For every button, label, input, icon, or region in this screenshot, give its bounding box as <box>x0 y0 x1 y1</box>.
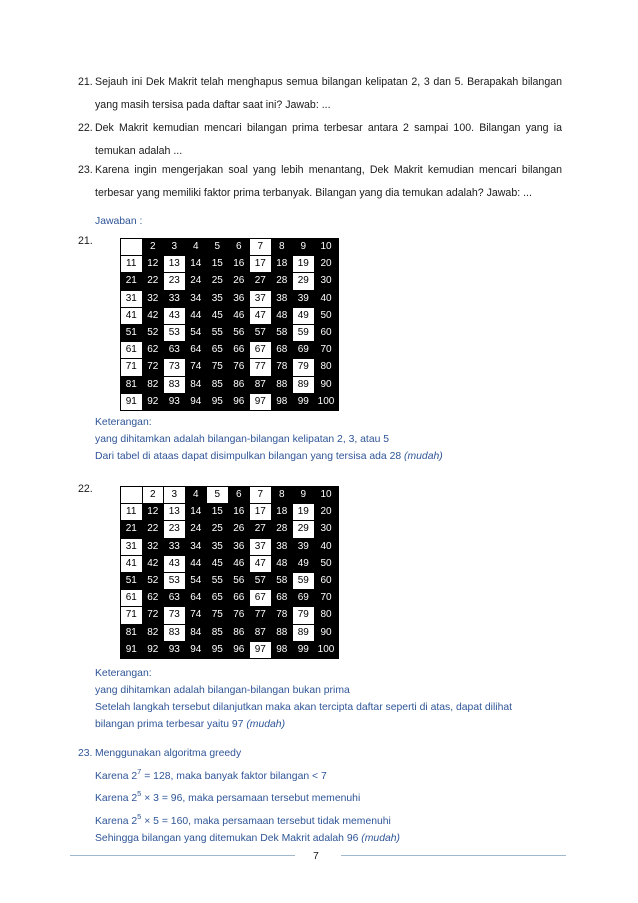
footer-line-left <box>70 855 295 856</box>
grid-cell: 87 <box>250 624 272 641</box>
grid-cell: 99 <box>293 393 315 410</box>
grid-cell: 64 <box>185 342 207 359</box>
grid-cell: 2 <box>142 487 164 504</box>
grid-cell: 65 <box>207 342 229 359</box>
grid-cell: 68 <box>271 342 293 359</box>
grid-cell: 13 <box>164 504 186 521</box>
grid-cell: 100 <box>314 641 338 658</box>
grid-cell: 17 <box>250 256 272 273</box>
grid-cell: 25 <box>207 521 229 538</box>
grid-cell: 85 <box>207 376 229 393</box>
grid-cell: 47 <box>250 555 272 572</box>
footer-line-right <box>341 855 566 856</box>
grid-cell: 23 <box>164 273 186 290</box>
grid-row <box>121 290 339 307</box>
grid-cell: 48 <box>271 307 293 324</box>
grid-cell: 28 <box>271 273 293 290</box>
grid-cell: 58 <box>271 572 293 589</box>
grid-cell: 21 <box>121 521 143 538</box>
grid-cell: 40 <box>314 538 338 555</box>
grid-cell: 23 <box>164 521 186 538</box>
grid-row <box>121 239 339 256</box>
answer-23-line: Karena $2^7 = 128$, maka banyak faktor bilangan < 7 <box>95 766 327 782</box>
grid-cell: 11 <box>121 504 143 521</box>
grid-cell: 100 <box>314 393 338 410</box>
grid-row <box>121 342 339 359</box>
grid-cell: 34 <box>185 538 207 555</box>
grid-cell: 78 <box>271 607 293 624</box>
question-23 <box>78 159 562 204</box>
grid-cell: 69 <box>293 590 315 607</box>
grid-cell: 18 <box>271 256 293 273</box>
grid-cell: 13 <box>164 256 186 273</box>
grid-cell: 67 <box>250 590 272 607</box>
grid-cell: 29 <box>293 273 315 290</box>
grid-cell: 72 <box>142 607 164 624</box>
grid-cell: 5 <box>207 487 229 504</box>
grid-cell: 7 <box>250 239 272 256</box>
grid-cell: 72 <box>142 359 164 376</box>
grid-cell: 44 <box>185 307 207 324</box>
grid-cell: 94 <box>185 393 207 410</box>
grid-cell: 70 <box>314 342 338 359</box>
grid-cell: 66 <box>228 342 250 359</box>
grid-cell: 88 <box>271 624 293 641</box>
grid-cell: 35 <box>207 290 229 307</box>
grid-cell: 96 <box>228 393 250 410</box>
grid-cell: 27 <box>250 521 272 538</box>
grid-cell: 33 <box>164 290 186 307</box>
grid-cell: 88 <box>271 376 293 393</box>
grid-cell: 65 <box>207 590 229 607</box>
grid-cell: 55 <box>207 324 229 341</box>
grid-cell: 20 <box>314 504 338 521</box>
grid-cell: 95 <box>207 641 229 658</box>
grid-row <box>121 359 339 376</box>
grid-cell: 61 <box>121 590 143 607</box>
grid-cell: 79 <box>293 359 315 376</box>
grid-row <box>121 641 339 658</box>
grid-cell: 51 <box>121 324 143 341</box>
grid-cell: 83 <box>164 376 186 393</box>
grid-cell: 38 <box>271 538 293 555</box>
grid-cell: 22 <box>142 273 164 290</box>
number-grid-21 <box>120 238 339 411</box>
answer-21-label: 21. <box>78 235 93 247</box>
grid-cell: 75 <box>207 607 229 624</box>
grid-cell: 19 <box>293 504 315 521</box>
grid-cell: 69 <box>293 342 315 359</box>
grid-cell: 67 <box>250 342 272 359</box>
grid-cell: 92 <box>142 393 164 410</box>
grid-cell: 14 <box>185 504 207 521</box>
grid-cell: 6 <box>228 487 250 504</box>
grid-cell: 5 <box>207 239 229 256</box>
grid-cell: 10 <box>314 239 338 256</box>
grid-cell: 18 <box>271 504 293 521</box>
grid-cell: 97 <box>250 393 272 410</box>
grid-cell: 46 <box>228 307 250 324</box>
grid-cell: 56 <box>228 324 250 341</box>
question-text: Sejauh ini Dek Makrit telah menghapus semua bilangan kelipatan 2, 3 dan 5. Berapakah bilangan yang masih tersisa pada daftar saat ini? Jawab: ... <box>95 76 562 111</box>
answer-heading: Jawaban : <box>95 216 143 227</box>
grid-cell: 44 <box>185 555 207 572</box>
grid-cell: 58 <box>271 324 293 341</box>
grid-row <box>121 324 339 341</box>
grid-cell: 54 <box>185 324 207 341</box>
grid-cell: 15 <box>207 256 229 273</box>
grid-cell: 89 <box>293 376 315 393</box>
grid-cell: 12 <box>142 504 164 521</box>
grid-cell: 51 <box>121 572 143 589</box>
grid-cell: 15 <box>207 504 229 521</box>
question-21 <box>78 71 562 116</box>
grid-row <box>121 590 339 607</box>
grid-cell: 77 <box>250 359 272 376</box>
grid-row <box>121 376 339 393</box>
grid-cell: 3 <box>164 239 186 256</box>
grid-cell: 61 <box>121 342 143 359</box>
grid-cell: 81 <box>121 376 143 393</box>
grid-cell: 37 <box>250 538 272 555</box>
grid-cell: 19 <box>293 256 315 273</box>
grid-cell: 50 <box>314 555 338 572</box>
grid-cell: 8 <box>271 239 293 256</box>
grid-cell: 90 <box>314 624 338 641</box>
grid-row <box>121 538 339 555</box>
grid-cell: 53 <box>164 324 186 341</box>
grid-cell: 31 <box>121 290 143 307</box>
answer-22-label: 22. <box>78 483 93 495</box>
grid-cell: 31 <box>121 538 143 555</box>
grid-cell: 7 <box>250 487 272 504</box>
grid-cell: 25 <box>207 273 229 290</box>
grid-cell: 76 <box>228 607 250 624</box>
grid-cell: 26 <box>228 521 250 538</box>
grid-cell: 2 <box>142 239 164 256</box>
grid-row <box>121 256 339 273</box>
grid-cell: 80 <box>314 607 338 624</box>
grid-cell: 57 <box>250 324 272 341</box>
grid-row <box>121 393 339 410</box>
grid-cell: 82 <box>142 376 164 393</box>
grid-cell-empty <box>121 239 143 256</box>
grid-cell: 49 <box>293 307 315 324</box>
grid-cell: 63 <box>164 342 186 359</box>
number-grid-22 <box>120 486 339 659</box>
grid-cell: 94 <box>185 641 207 658</box>
grid-cell: 11 <box>121 256 143 273</box>
grid-cell: 70 <box>314 590 338 607</box>
grid-cell: 46 <box>228 555 250 572</box>
answer-23-line: Karena $2^5 \times 5 = 160$, maka persamaan tersebut tidak memenuhi <box>95 811 391 827</box>
grid-cell: 45 <box>207 555 229 572</box>
grid-cell: 45 <box>207 307 229 324</box>
grid-cell: 53 <box>164 572 186 589</box>
grid-cell: 33 <box>164 538 186 555</box>
grid-cell: 4 <box>185 487 207 504</box>
grid-cell: 41 <box>121 307 143 324</box>
grid-row <box>121 572 339 589</box>
grid-cell: 30 <box>314 521 338 538</box>
grid-cell: 14 <box>185 256 207 273</box>
grid-cell: 38 <box>271 290 293 307</box>
page-number: 7 <box>313 850 319 862</box>
grid-cell: 71 <box>121 607 143 624</box>
grid-cell: 35 <box>207 538 229 555</box>
grid-cell: 6 <box>228 239 250 256</box>
grid-cell-empty <box>121 487 143 504</box>
question-text: Dek Makrit kemudian mencari bilangan prima terbesar antara 2 sampai 100. Bilangan yang ia temukan adalah ... <box>95 122 562 157</box>
grid-cell: 29 <box>293 521 315 538</box>
grid-cell: 3 <box>164 487 186 504</box>
grid-cell: 98 <box>271 393 293 410</box>
grid-cell: 76 <box>228 359 250 376</box>
grid-cell: 28 <box>271 521 293 538</box>
grid-cell: 75 <box>207 359 229 376</box>
grid-cell: 66 <box>228 590 250 607</box>
grid-cell: 57 <box>250 572 272 589</box>
grid-row <box>121 273 339 290</box>
grid-cell: 96 <box>228 641 250 658</box>
grid-cell: 50 <box>314 307 338 324</box>
grid-cell: 42 <box>142 307 164 324</box>
grid-cell: 77 <box>250 607 272 624</box>
grid-cell: 12 <box>142 256 164 273</box>
grid-row <box>121 521 339 538</box>
grid-cell: 42 <box>142 555 164 572</box>
note-line: yang dihitamkan adalah bilangan-bilangan kelipatan 2, 3, atau 5 <box>95 434 390 445</box>
grid-cell: 81 <box>121 624 143 641</box>
grid-cell: 91 <box>121 393 143 410</box>
answer-23-line: Karena $2^5 \times 3 = 96$, maka persamaan tersebut memenuhi <box>95 789 361 804</box>
grid-row <box>121 555 339 572</box>
grid-cell: 40 <box>314 290 338 307</box>
grid-cell: 26 <box>228 273 250 290</box>
grid-cell: 32 <box>142 538 164 555</box>
grid-cell: 34 <box>185 290 207 307</box>
grid-cell: 60 <box>314 324 338 341</box>
grid-cell: 37 <box>250 290 272 307</box>
grid-cell: 84 <box>185 624 207 641</box>
grid-cell: 48 <box>271 555 293 572</box>
grid-cell: 82 <box>142 624 164 641</box>
grid-row <box>121 307 339 324</box>
grid-cell: 68 <box>271 590 293 607</box>
note-line: yang dihitamkan adalah bilangan-bilangan bukan prima <box>95 685 350 696</box>
grid-cell: 84 <box>185 376 207 393</box>
note-line: Setelah langkah tersebut dilanjutkan maka akan tercipta daftar seperti di atas, dapat dilihat <box>95 702 513 713</box>
grid-cell: 24 <box>185 273 207 290</box>
grid-cell: 62 <box>142 590 164 607</box>
note-title: Keterangan: <box>95 668 152 679</box>
grid-cell: 74 <box>185 359 207 376</box>
grid-cell: 73 <box>164 359 186 376</box>
grid-row <box>121 487 339 504</box>
grid-cell: 39 <box>293 290 315 307</box>
grid-cell: 22 <box>142 521 164 538</box>
grid-cell: 8 <box>271 487 293 504</box>
grid-cell: 10 <box>314 487 338 504</box>
note-line: Dari tabel di ataas dapat disimpulkan bilangan yang tersisa ada 28 (mudah) <box>95 451 443 462</box>
grid-cell: 99 <box>293 641 315 658</box>
grid-cell: 62 <box>142 342 164 359</box>
answer-23-line: 23. Menggunakan algoritma greedy <box>78 748 242 759</box>
grid-cell: 30 <box>314 273 338 290</box>
grid-cell: 43 <box>164 555 186 572</box>
grid-cell: 39 <box>293 538 315 555</box>
grid-cell: 17 <box>250 504 272 521</box>
grid-cell: 43 <box>164 307 186 324</box>
grid-cell: 55 <box>207 572 229 589</box>
question-text: Karena ingin mengerjakan soal yang lebih menantang, Dek Makrit kemudian mencari bilangan terbesar yang memiliki faktor prima terbanyak. Bilangan yang dia temukan adalah? Jawab: ... <box>95 164 562 199</box>
question-number: 21. <box>78 76 93 88</box>
grid-cell: 24 <box>185 521 207 538</box>
grid-row <box>121 607 339 624</box>
question-number: 22. <box>78 122 93 134</box>
grid-cell: 78 <box>271 359 293 376</box>
grid-cell: 83 <box>164 624 186 641</box>
grid-cell: 36 <box>228 290 250 307</box>
grid-cell: 85 <box>207 624 229 641</box>
grid-cell: 52 <box>142 324 164 341</box>
grid-cell: 86 <box>228 624 250 641</box>
grid-cell: 59 <box>293 324 315 341</box>
answer-23-line: Sehingga bilangan yang ditemukan Dek Makrit adalah 96 (mudah) <box>95 833 400 844</box>
grid-cell: 95 <box>207 393 229 410</box>
grid-cell: 80 <box>314 359 338 376</box>
grid-cell: 32 <box>142 290 164 307</box>
grid-cell: 59 <box>293 572 315 589</box>
question-22 <box>78 117 562 162</box>
grid-cell: 63 <box>164 590 186 607</box>
grid-cell: 91 <box>121 641 143 658</box>
grid-cell: 89 <box>293 624 315 641</box>
grid-cell: 56 <box>228 572 250 589</box>
grid-cell: 79 <box>293 607 315 624</box>
grid-cell: 73 <box>164 607 186 624</box>
grid-cell: 93 <box>164 393 186 410</box>
question-number: 23. <box>78 164 93 176</box>
grid-cell: 4 <box>185 239 207 256</box>
grid-cell: 16 <box>228 256 250 273</box>
grid-cell: 74 <box>185 607 207 624</box>
grid-cell: 64 <box>185 590 207 607</box>
grid-cell: 41 <box>121 555 143 572</box>
grid-cell: 97 <box>250 641 272 658</box>
answer-21-note <box>95 414 443 465</box>
grid-cell: 27 <box>250 273 272 290</box>
grid-cell: 21 <box>121 273 143 290</box>
grid-cell: 86 <box>228 376 250 393</box>
grid-cell: 93 <box>164 641 186 658</box>
grid-cell: 98 <box>271 641 293 658</box>
grid-cell: 16 <box>228 504 250 521</box>
grid-cell: 92 <box>142 641 164 658</box>
grid-cell: 71 <box>121 359 143 376</box>
grid-cell: 47 <box>250 307 272 324</box>
grid-row <box>121 504 339 521</box>
grid-cell: 36 <box>228 538 250 555</box>
answer-23 <box>78 745 400 848</box>
grid-cell: 20 <box>314 256 338 273</box>
grid-cell: 87 <box>250 376 272 393</box>
grid-cell: 90 <box>314 376 338 393</box>
note-title: Keterangan: <box>95 417 152 428</box>
grid-cell: 52 <box>142 572 164 589</box>
note-line: bilangan prima terbesar yaitu 97 (mudah) <box>95 719 286 730</box>
grid-cell: 54 <box>185 572 207 589</box>
grid-cell: 49 <box>293 555 315 572</box>
grid-cell: 9 <box>293 487 315 504</box>
grid-cell: 60 <box>314 572 338 589</box>
answer-22-note <box>95 665 512 733</box>
grid-cell: 9 <box>293 239 315 256</box>
grid-row <box>121 624 339 641</box>
